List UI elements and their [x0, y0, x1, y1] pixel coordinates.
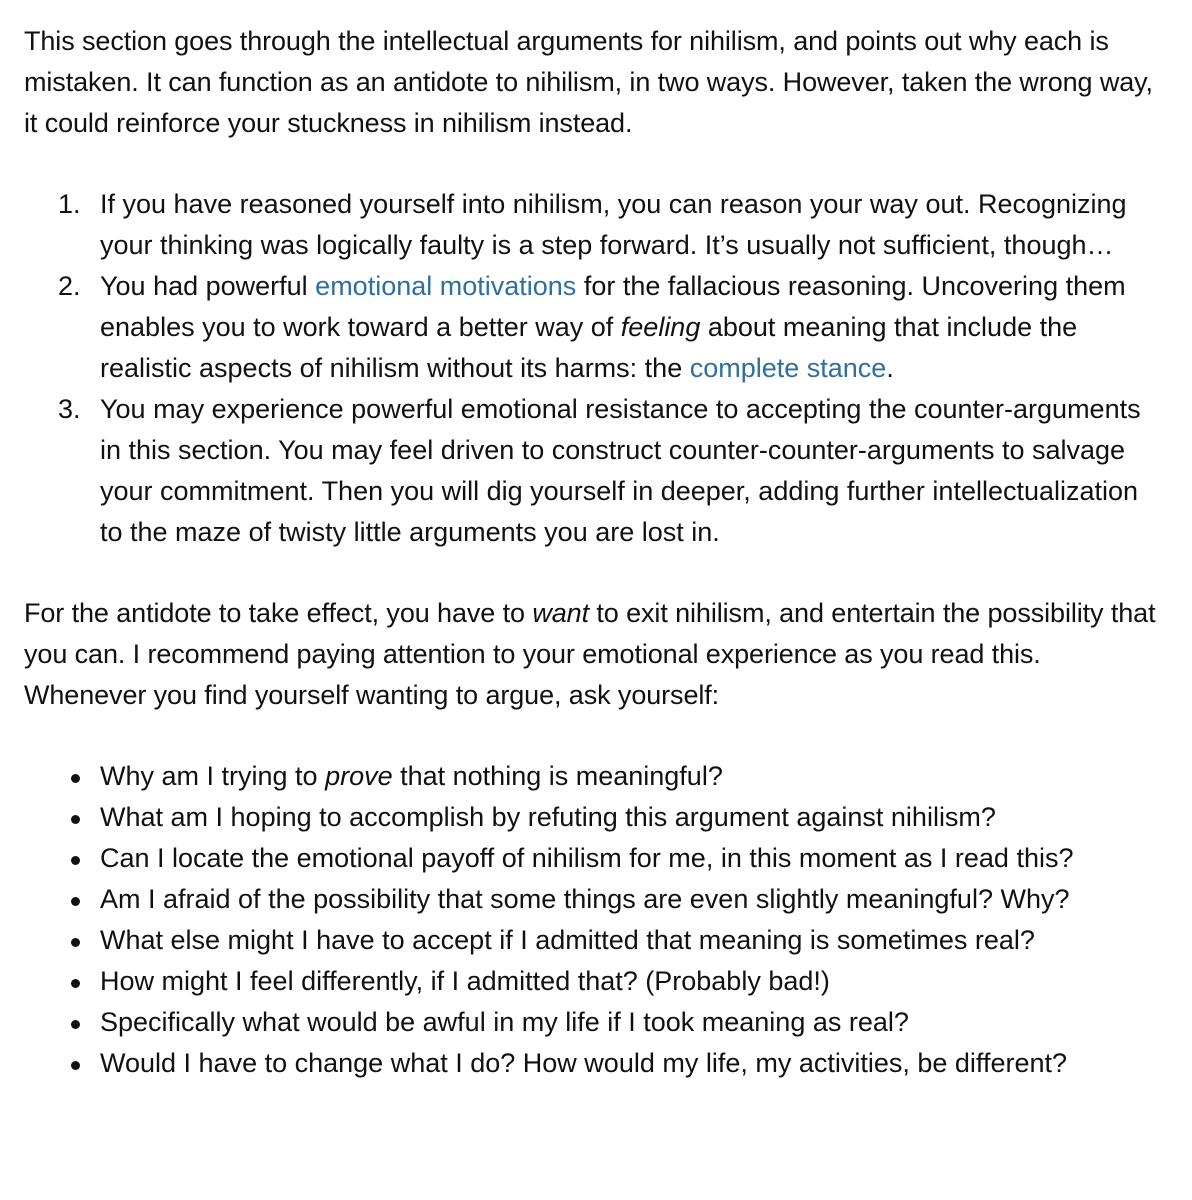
list-item-text: You may experience powerful emotional resistance to accepting the counter-arguments in this section. You may feel driven to construct counter-counter-arguments to salvage your commitment. Then you will dig yourself in deeper, adding further intellectualization to the maze of twisty little arguments you are lost in.: [100, 394, 1141, 547]
list-item-text: You had powerful emotional motivations for the fallacious reasoning. Uncovering them enables you to work toward a better way of feeling about meaning that include the realistic aspects of nihilism without its harms: the complete stance.: [100, 271, 1126, 383]
list-item: [24, 756, 1168, 797]
list-item-text: Specifically what would be awful in my life if I took meaning as real?: [100, 1007, 909, 1037]
bullet-icon: [71, 1020, 80, 1029]
list-item-text: What am I hoping to accomplish by refuting this argument against nihilism?: [100, 802, 996, 832]
emphasis-text: feeling: [620, 312, 701, 342]
list-item: [24, 879, 1168, 920]
bullet-icon: [71, 897, 80, 906]
list-item: [24, 1043, 1168, 1084]
emotional-motivations-link[interactable]: emotional motivations: [315, 271, 577, 301]
list-item-text: Why am I trying to prove that nothing is meaningful?: [100, 761, 723, 791]
emphasis-text: prove: [325, 761, 393, 791]
bullet-icon: [71, 856, 80, 865]
bullet-icon: [71, 938, 80, 947]
list-item: [24, 838, 1168, 879]
list-item: [24, 266, 1168, 389]
antidote-paragraph: For the antidote to take effect, you have to want to exit nihilism, and entertain the possibility that you can. I recommend paying attention to your emotional experience as you read this. Whenever you find yourself wanting to argue, ask yourself:: [24, 598, 1156, 710]
intro-paragraph: This section goes through the intellectual arguments for nihilism, and points out why each is mistaken. It can function as an antidote to nihilism, in two ways. However, taken the wrong way, it could reinforce your stuckness in nihilism instead.: [24, 26, 1153, 138]
list-number: 2.: [58, 271, 81, 301]
list-item-text: How might I feel differently, if I admitted that? (Probably bad!): [100, 966, 830, 996]
emphasis-text: want: [532, 598, 589, 628]
bullet-icon: [71, 815, 80, 824]
list-item: [24, 389, 1168, 553]
list-item-text: If you have reasoned yourself into nihilism, you can reason your way out. Recognizing your thinking was logically faulty is a step forward. It’s usually not sufficient, though…: [100, 189, 1127, 260]
list-number: 1.: [58, 189, 81, 219]
list-item: [24, 184, 1168, 266]
list-item-text: Am I afraid of the possibility that some things are even slightly meaningful? Why?: [100, 884, 1070, 914]
list-item-text: What else might I have to accept if I admitted that meaning is sometimes real?: [100, 925, 1035, 955]
list-item: [24, 961, 1168, 1002]
list-number: 3.: [58, 394, 81, 424]
list-item-text: Would I have to change what I do? How would my life, my activities, be different?: [100, 1048, 1068, 1078]
complete-stance-link[interactable]: complete stance: [689, 353, 887, 383]
list-item: [24, 797, 1168, 838]
question-list: [24, 756, 1168, 1084]
list-item: [24, 920, 1168, 961]
list-item-text: Can I locate the emotional payoff of nihilism for me, in this moment as I read this?: [100, 843, 1074, 873]
numbered-list: [24, 184, 1168, 553]
bullet-icon: [71, 979, 80, 988]
bullet-icon: [71, 1061, 80, 1070]
bullet-icon: [71, 774, 80, 783]
list-item: [24, 1002, 1168, 1043]
